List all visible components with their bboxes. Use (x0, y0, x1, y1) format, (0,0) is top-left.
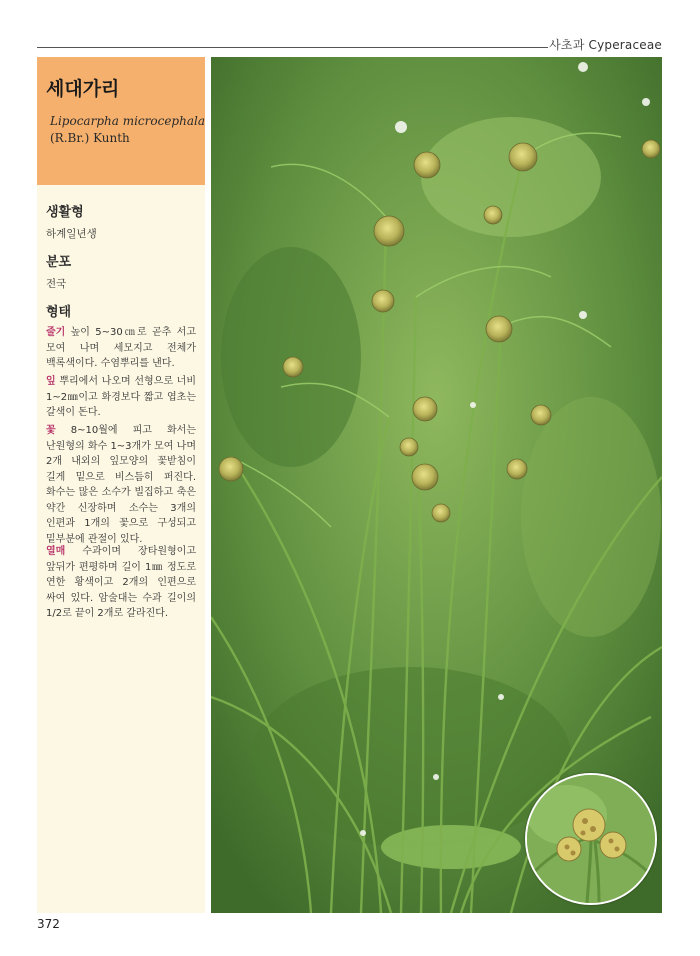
distribution-heading: 분포 (46, 255, 72, 270)
closeup-illustration (527, 775, 655, 903)
korean-name: 세대가리 (46, 78, 120, 100)
flower-text: 8~10월에 피고 화서는 난원형의 화수 1~3개가 모여 나며 2개 내외의 잎모양의 꽃받침이 길게 밑으로 비스듬히 퍼진다. 화수는 많은 소수가 빌집하고 축은 약간 신장하며 소수는 3개의 인편과 1개의 꽃으로 구성되고 밑부분에 관절이 있다. (46, 425, 196, 545)
fruit-text: 수과이며 장타원형이고 앞뒤가 편평하며 길이 1㎜ 정도로 연한 황색이고 2개의 인편으로 싸여 있다. 암술대는 수과 길이의 1/2로 끝이 2개로 갈라진다. (46, 546, 196, 619)
leaf-keyword: 잎 (46, 376, 56, 387)
morphology-heading: 형태 (46, 305, 72, 320)
stem-paragraph (46, 325, 196, 372)
leaf-text: 뿌리에서 나오며 선형으로 너비 1~2㎜이고 화경보다 짧고 엽초는 갈색이 돈다. (46, 376, 196, 418)
header-rule (37, 47, 548, 48)
distribution-text: 전국 (46, 278, 67, 290)
page-number: 372 (37, 917, 60, 931)
flower-paragraph (46, 423, 196, 547)
stem-keyword: 줄기 (46, 327, 66, 338)
family-header: 사초과 Cyperaceae (549, 38, 662, 52)
flower-keyword: 꽃 (46, 425, 56, 436)
scientific-name: Lipocarpha microcephala (50, 114, 205, 128)
scientific-name-block (50, 113, 205, 147)
life-form-text: 하계일년생 (46, 228, 97, 240)
leaf-paragraph (46, 374, 196, 421)
stem-text: 높이 5~30㎝로 곧추 서고 모여 나며 세모지고 전체가 백록색이다. 수염뿌리를 낸다. (46, 327, 196, 369)
closeup-inset-photo (525, 773, 657, 905)
fruit-keyword: 열매 (46, 546, 66, 557)
life-form-heading: 생활형 (46, 205, 84, 220)
fruit-paragraph (46, 544, 196, 622)
author-citation: (R.Br.) Kunth (50, 131, 130, 145)
